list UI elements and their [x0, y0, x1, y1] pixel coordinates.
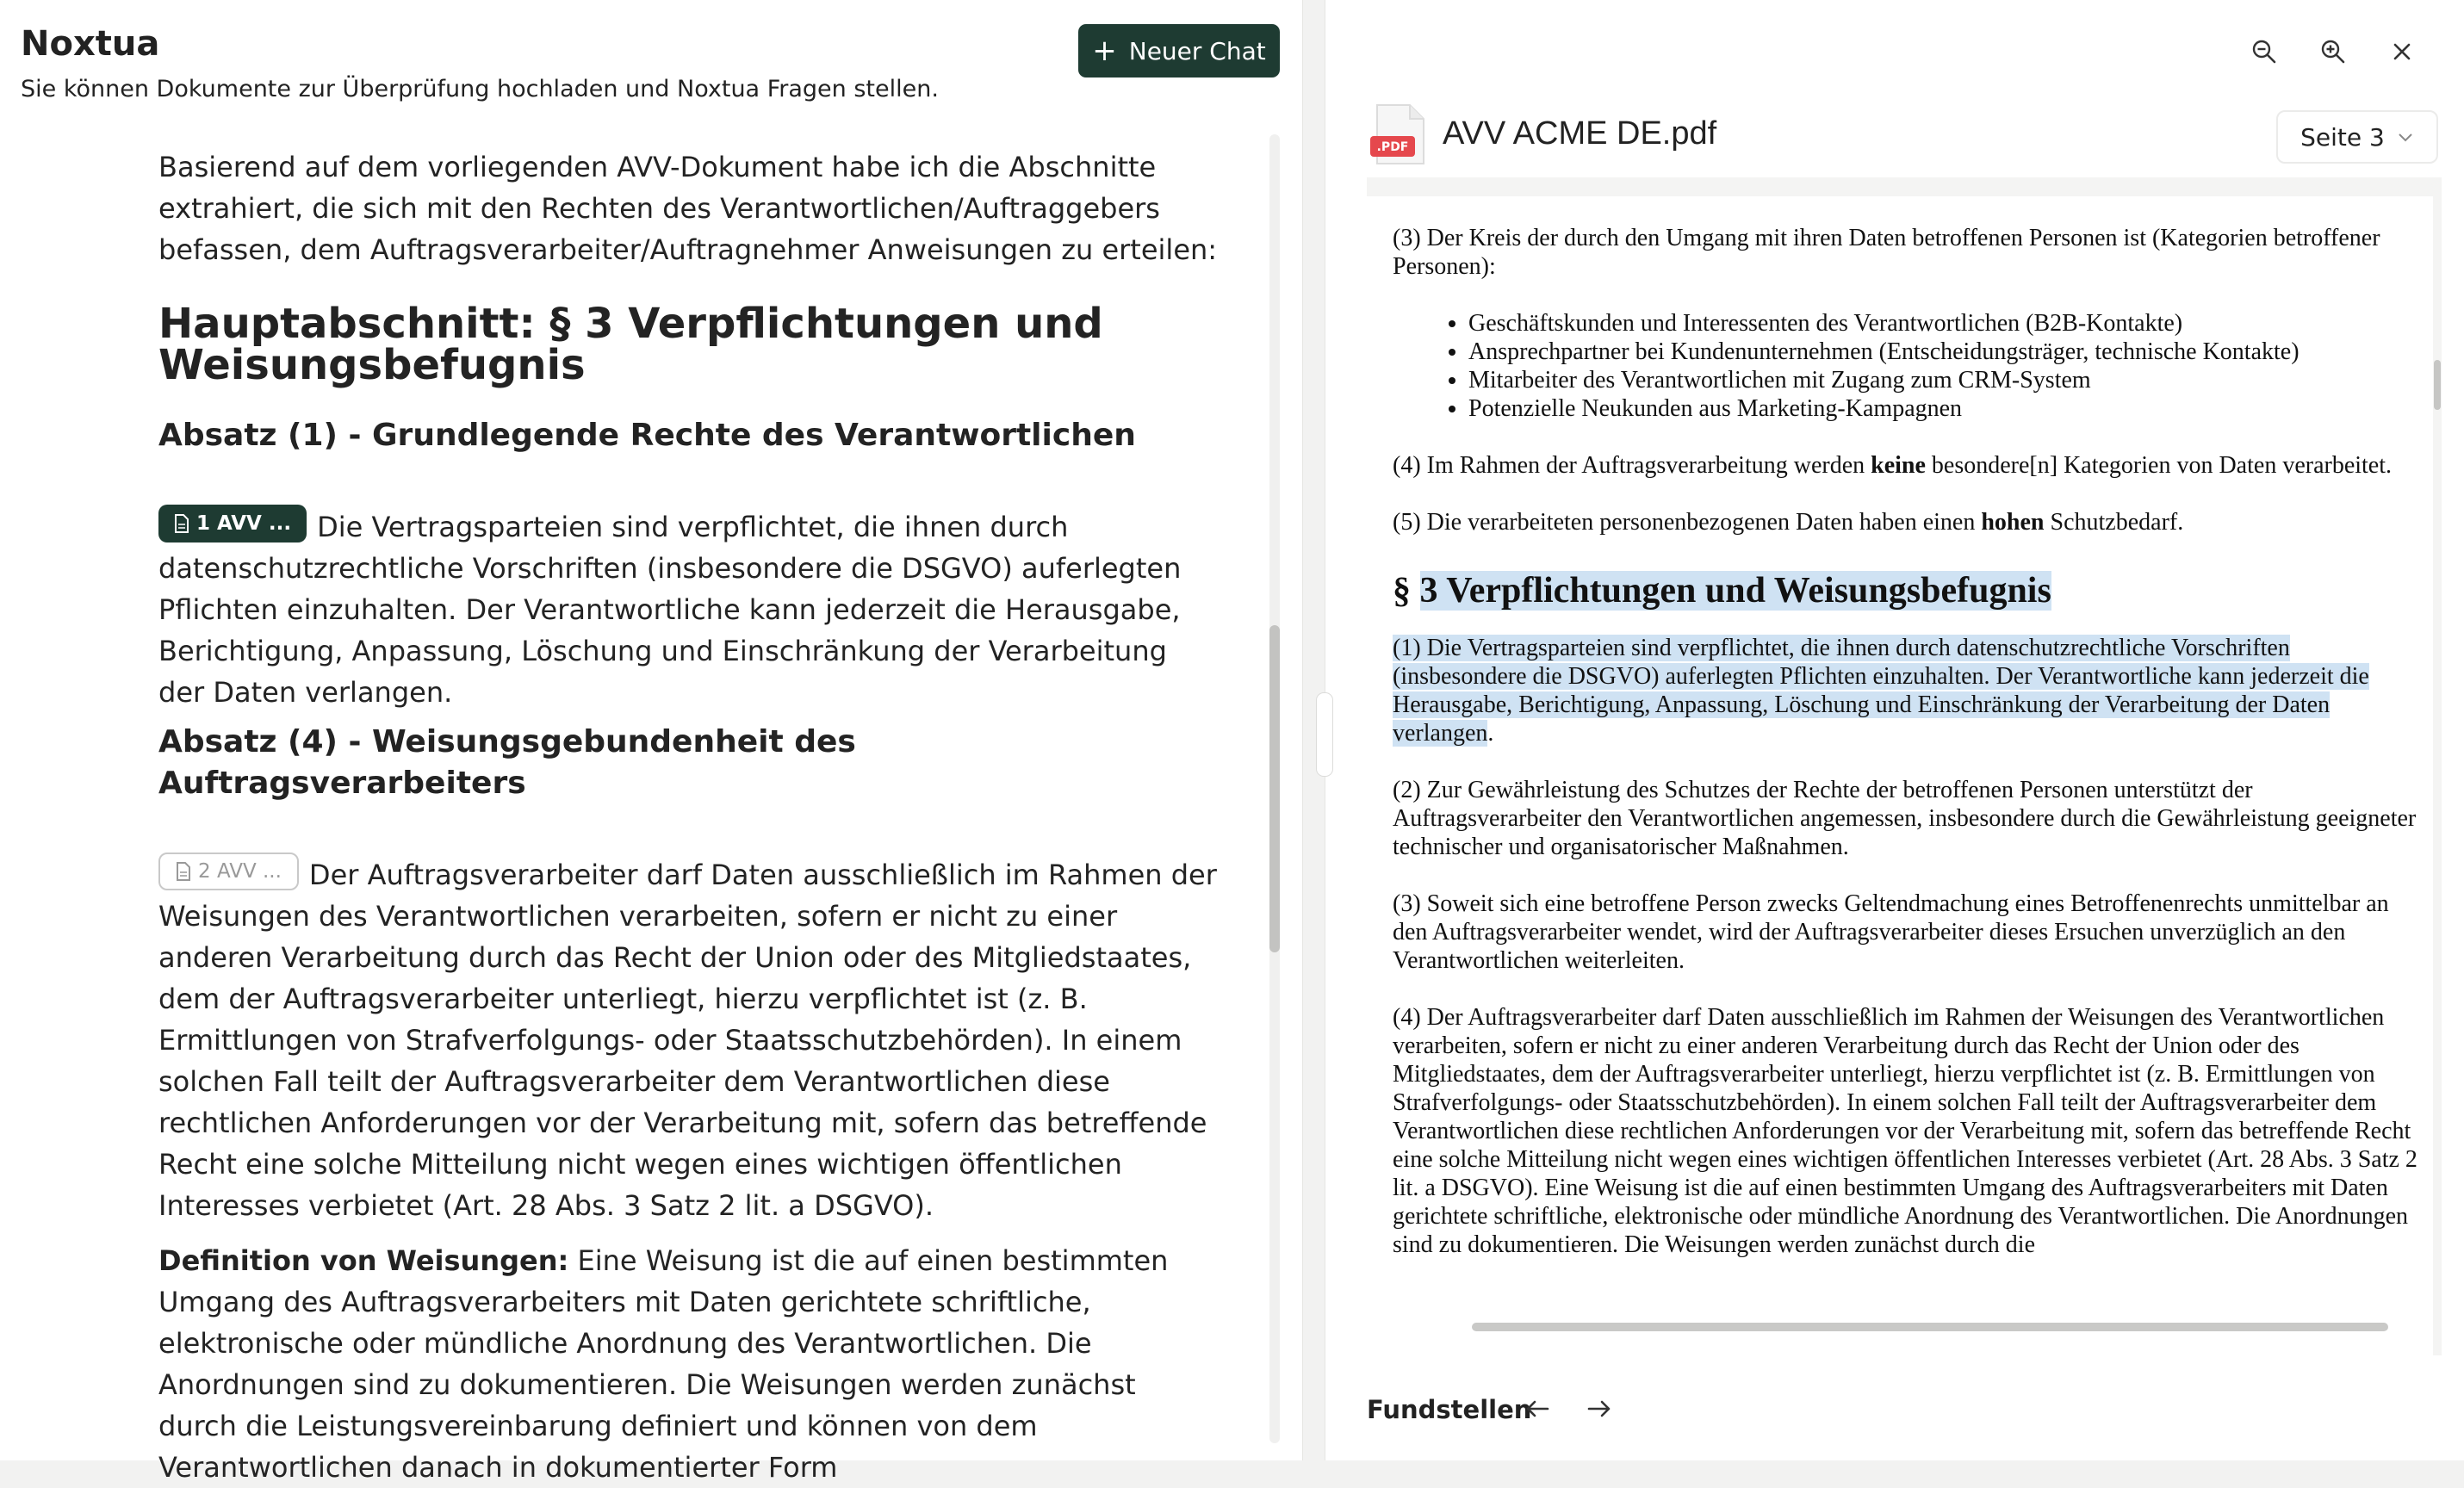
section2-heading: Absatz (4) - Weisungsgebundenheit des Auftragsverarbeiters — [158, 724, 856, 801]
pdf-bullet-item: • Potenzielle Neukunden aus Marketing-Kampagnen — [1468, 394, 2417, 423]
section1-text: Die Vertragsparteien sind verpflichtet, die ihnen durch datenschutzrechtliche Vorschriften (insbesondere die DSGVO) auferlegten Pflichten einzuhalten. Der Verantwortliche kann jederzeit die Herausgabe, Berichtigung, Anpassung, Löschung und Einschränkung der Verarbeitung der Daten verlangen. — [158, 511, 1182, 709]
pdf-bullet-item: • Geschäftskunden und Interessenten des Verantwortlichen (B2B-Kontakte) — [1468, 309, 2417, 338]
document-title: AVV ACME DE.pdf — [1443, 115, 1717, 152]
zoom-out-icon[interactable] — [2245, 33, 2283, 71]
citation-label: 1 AVV ... — [196, 512, 292, 535]
plus-icon: + — [1092, 34, 1117, 68]
page-select-value: Seite 3 — [2300, 122, 2385, 152]
pdf-paragraph: (2) Zur Gewährleistung des Schutzes der Rechte der betroffenen Personen unterstützt der Auftragsverarbeiter den Verantwortlichen angemessen, insbesondere durch die Gewährleistung geeigneter technischer und organisatorischer Maßnahmen. — [1393, 777, 2417, 860]
highlighted-passage: (1) Die Vertragsparteien sind verpflichtet, die ihnen durch datenschutzrechtliche Vorschriften (insbesondere die DSGVO) auferlegten Pflichten einzuhalten. Der Verantwortliche kann jederzeit die Herausgabe, Berichtigung, Anpassung, Löschung und Einschränkung der Verarbeitung der Daten verlangen — [1393, 635, 2369, 747]
pdf-text: besondere[n] Kategorien von Daten verarbeitet. — [1931, 452, 2393, 479]
app-subtitle: Sie können Dokumente zur Überprüfung hochladen und Noxtua Fragen stellen. — [21, 76, 939, 102]
section2-text: Der Auftragsverarbeiter darf Daten ausschließlich im Rahmen der Weisungen des Verantwortlichen verarbeiten, sofern er nicht zu einer anderen Verarbeitung durch das Recht der Union oder des Mitgliedstaates, dem der Auftragsverarbeiter unterliegt, hierzu verpflichtet ist (z. B. Ermittlungen von Strafverfolgungs- oder Staatsschutzbehörden). In einem solchen Fall teilt der Auftragsverarbeiter dem Verantwortlichen diese rechtlichen Anforderungen vor der Verarbeitung mit, sofern das betreffende Recht eine solche Mitteilung nicht wegen eines wichtigen öffentlichen Interesses verbietet (Art. 28 Abs. 3 Satz 2 lit. a DSGVO). — [158, 859, 1217, 1222]
pdf-bullet-list — [1393, 309, 2417, 423]
intro-text — [158, 146, 1218, 270]
pdf-file-icon — [1369, 103, 1429, 170]
pdf-page — [1367, 196, 2433, 1355]
page-select[interactable] — [2276, 110, 2438, 164]
pdf-text: (4) Im Rahmen der Auftragsverarbeitung werden — [1393, 452, 1865, 479]
pdf-paragraph: (3) Der Kreis der durch den Umgang mit ihren Daten betroffenen Personen ist (Kategorien betroffener Personen): — [1393, 225, 2380, 280]
definition-text: Eine Weisung ist die auf einen bestimmten Umgang des Auftragsverarbeiters mit Daten gerichtete schriftliche, elektronische oder mündliche Anordnung des Verantwortlichen. Die Anordnungen sind zu dokumentieren. Die Weisungen werden zunächst durch die Leistungsvereinbarung definiert und können von dem Verantwortlichen danach in dokumentierter Form — [158, 1244, 1169, 1484]
chat-message — [158, 146, 1218, 1484]
intro-paragraph: Basierend auf dem vorliegenden AVV-Dokument habe ich die Abschnitte extrahiert, die sich mit den Rechten des Verantwortlichen/Auftraggebers befassen, dem Auftragsverarbeiter/Auftragnehmer Anweisungen zu erteilen: — [158, 151, 1218, 266]
pdf-bold-text: keine — [1871, 452, 1926, 479]
citation-chip-2[interactable] — [158, 852, 299, 890]
pdf-paragraph: (3) Soweit sich eine betroffene Person zwecks Geltendmachung eines Betroffenenrechts unmittelbar an den Auftragsverarbeiter wendet, wird der Auftragsverarbeiter dieses Ersuchen unverzüglich an den Verantwortlichen weiterleiten. — [1393, 890, 2389, 974]
document-viewer-panel — [1325, 0, 2464, 1460]
app-title: Noxtua — [21, 24, 160, 64]
section2-paragraph — [158, 852, 1218, 1226]
pdf-paragraph — [1393, 451, 2417, 480]
pdf-vertical-scrollbar[interactable] — [2433, 196, 2442, 1333]
pdf-text: (5) Die verarbeiteten personenbezogenen Daten haben einen — [1393, 509, 1976, 536]
pdf-vertical-scrollbar-thumb[interactable] — [2434, 360, 2441, 410]
chat-scrollbar-thumb[interactable] — [1269, 625, 1280, 952]
zoom-in-icon[interactable] — [2314, 33, 2352, 71]
chevron-down-icon — [2397, 131, 2414, 143]
new-chat-label: Neuer Chat — [1128, 36, 1266, 65]
pdf-badge-text: .PDF — [1376, 140, 1409, 154]
document-icon — [174, 514, 189, 533]
pdf-bold-text: hohen — [1981, 509, 2045, 536]
definition-label: Definition von Weisungen: — [158, 1244, 569, 1277]
pdf-text: Schutzbedarf. — [2050, 509, 2184, 536]
section-symbol: § — [1393, 571, 1411, 611]
pdf-paragraph: (4) Der Auftragsverarbeiter darf Daten ausschließlich im Rahmen der Weisungen des Verantwortlichen verarbeiten, sofern er nicht zu einer anderen Verarbeitung durch das Recht der Union oder des Mitgliedstaates, dem der Auftragsverarbeiter unterliegt, hierzu verpflichtet ist (z. B. Ermittlungen von Strafverfolgungs- oder Staatsschutzbehörden). In einem solchen Fall teilt der Auftragsverarbeiter dem Verantwortlichen diese rechtlichen Anforderungen vor der Verarbeitung mit, sofern das betreffende Recht eine solche Mitteilung nicht wegen eines wichtigen öffentlichen Interesses verbietet (Art. 28 Abs. 3 Satz 2 lit. a DSGVO). Eine Weisung ist die auf einen bestimmten Umgang des Auftragsverarbeiters mit Daten gerichtete schriftliche, elektronische oder mündliche Anordnung des Verantwortlichen. Die Anordnungen sind zu dokumentieren. Die Weisungen werden zunächst durch die — [1393, 1004, 2417, 1258]
pdf-viewer[interactable] — [1367, 177, 2442, 1355]
pdf-paragraph — [1393, 634, 2417, 747]
pdf-paragraph — [1393, 508, 2417, 536]
highlighted-heading: 3 Verpflichtungen und Weisungsbefugnis — [1419, 571, 2051, 611]
pdf-content — [1393, 224, 2417, 1287]
panel-resize-handle[interactable] — [1316, 692, 1333, 777]
section1-heading: Absatz (1) - Grundlegende Rechte des Verantwortlichen — [158, 418, 1136, 453]
citations-label: Fundstellen — [1367, 1395, 1532, 1424]
pdf-bullet-item: • Ansprechpartner bei Kundenunternehmen (Entscheidungsträger, technische Kontakte) — [1468, 338, 2417, 366]
pdf-text: . — [1487, 720, 1494, 747]
main-heading: Hauptabschnitt: § 3 Verpflichtungen und Weisungsbefugnis — [158, 300, 1103, 389]
pdf-bullet-item: • Mitarbeiter des Verantwortlichen mit Zugang zum CRM-System — [1468, 366, 2417, 394]
pdf-section-heading — [1393, 565, 2417, 617]
close-icon[interactable] — [2383, 33, 2421, 71]
document-icon — [176, 862, 191, 881]
definition-paragraph — [158, 1240, 1218, 1488]
pdf-horizontal-scrollbar[interactable] — [1472, 1323, 2388, 1331]
arrow-right-icon[interactable] — [1580, 1390, 1618, 1428]
new-chat-button[interactable] — [1078, 24, 1280, 78]
chat-scrollbar[interactable] — [1269, 134, 1280, 1443]
citation-label: 2 AVV ... — [198, 860, 282, 883]
citation-chip-1[interactable] — [158, 505, 307, 542]
arrow-left-icon[interactable] — [1518, 1390, 1556, 1428]
section1-paragraph — [158, 505, 1218, 713]
